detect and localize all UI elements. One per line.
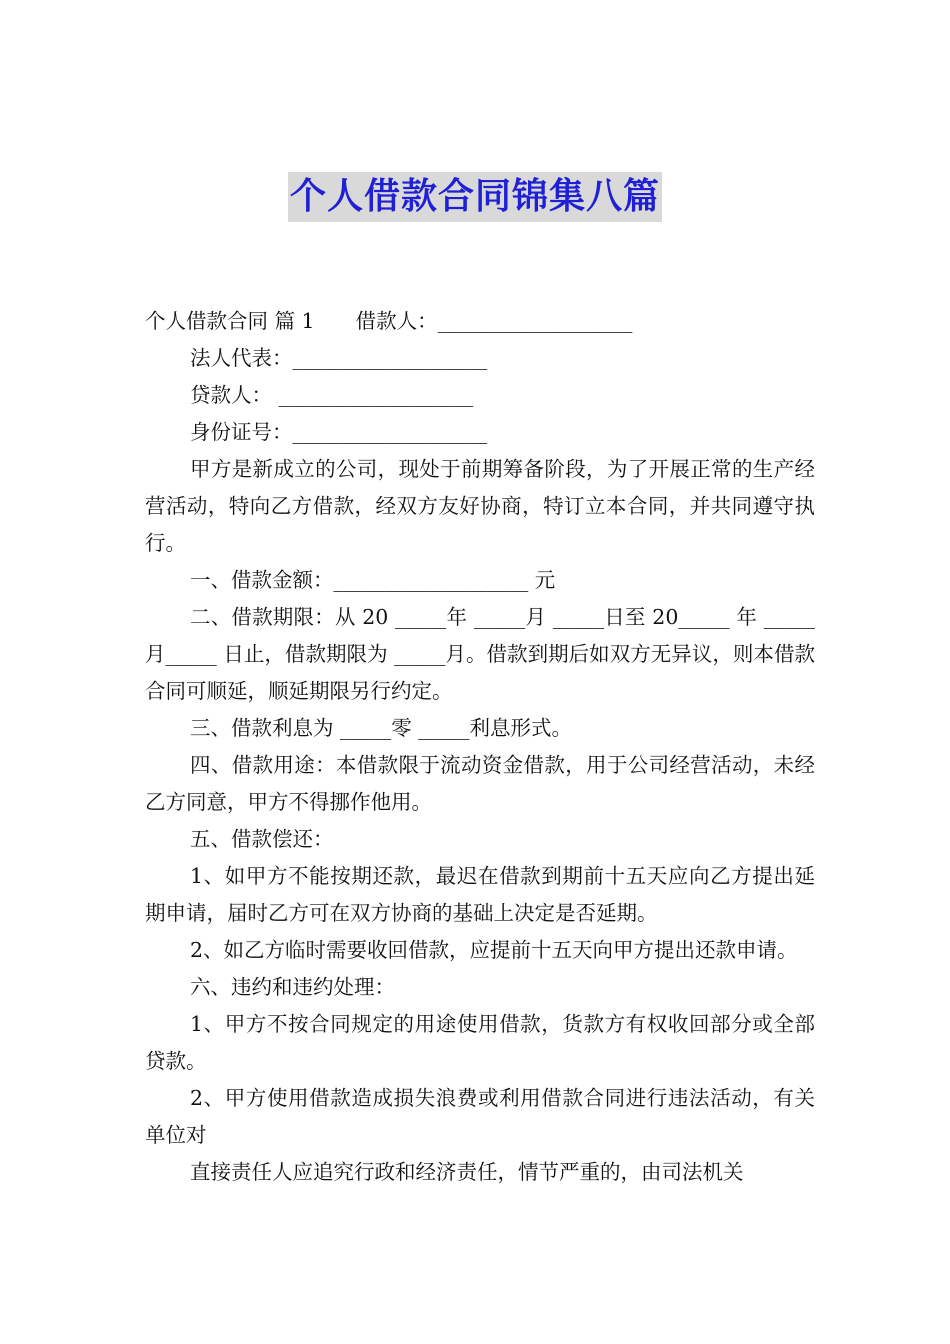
lender-line: 贷款人： ___________________ [190,383,474,407]
title-block [0,172,950,222]
clause-breach-heading: 六、违约和违约处理： [190,975,395,999]
clause-loan-purpose: 四、借款用途：本借款限于流动资金借款，用于公司经营活动，未经乙方同意，甲方不得挪作他用。 [145,753,815,814]
clause-repayment-heading: 五、借款偿还： [190,827,334,851]
header-borrower-line: 个人借款合同 篇 1 借款人：___________________ [145,309,633,333]
clause-repayment-item-1: 1、如甲方不能按期还款，最迟在借款到期前十五天应向乙方提出延期申请，届时乙方可在双方协商的基础上决定是否延期。 [145,864,815,925]
legal-representative-line: 法人代表：___________________ [190,346,488,370]
clause-loan-interest: 三、借款利息为 _____零 _____利息形式。 [190,716,573,740]
clause-breach-item-1: 1、甲方不按合同规定的用途使用借款，货款方有权收回部分或全部贷款。 [145,1012,815,1073]
id-number-line: 身份证号：___________________ [190,420,488,444]
clause-loan-amount: 一、借款金额：___________________ 元 [190,568,556,592]
clause-breach-item-2: 2、甲方使用借款造成损失浪费或利用借款合同进行违法活动，有关单位对 [145,1086,815,1147]
clause-loan-term: 二、借款期限：从 20 _____年 _____月 _____日至 20_____ 年 _____月_____ 日止，借款期限为 _____月。借款到期后如双方无异议，则本借款合同可顺延，顺延期限另行约定。 [145,605,815,703]
document-body [145,303,815,1191]
document-title: 个人借款合同锦集八篇 [288,172,662,222]
intro-paragraph: 甲方是新成立的公司，现处于前期筹备阶段，为了开展正常的生产经营活动，特向乙方借款，经双方友好协商，特订立本合同，并共同遵守执行。 [145,457,815,555]
clause-repayment-item-2: 2、如乙方临时需要收回借款，应提前十五天向甲方提出还款申请。 [190,938,798,962]
clause-breach-continuation: 直接责任人应追究行政和经济责任，情节严重的，由司法机关 [190,1160,744,1184]
